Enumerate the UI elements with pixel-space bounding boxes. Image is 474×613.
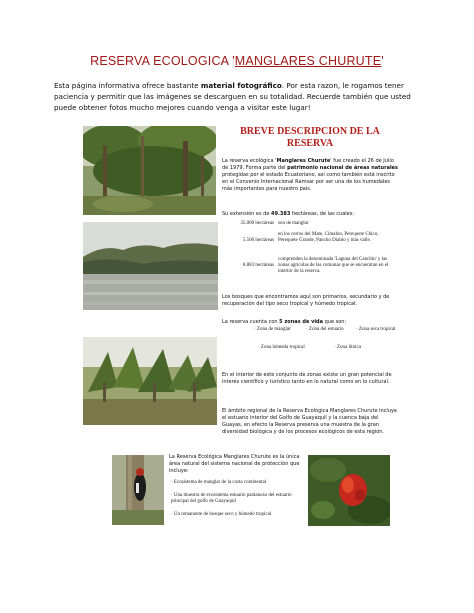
table-cell-amount: 8.883 hectáreas bbox=[242, 263, 274, 268]
reserve-includes-list bbox=[169, 480, 305, 525]
page-title-reserve-name: MANGLARES CHURUTE bbox=[234, 54, 382, 68]
forest-photo bbox=[83, 126, 216, 215]
table-cell-description: en los cerros del Mate, Cimalon, Perequete Chico, Perequete Grande, Pancho Diablo y más valle. bbox=[278, 232, 379, 243]
page-title: RESERVA ECOLOGICA 'MANGLARES CHURUTE' bbox=[90, 54, 384, 68]
banana-plantation-photo bbox=[83, 337, 217, 425]
table-cell-amount: 35.000 hectáreas bbox=[240, 221, 274, 226]
extension-paragraph: Su extensión es de 49.383 hectáreas, de las cuales: bbox=[222, 211, 355, 217]
list-item: · Zona del estuario bbox=[306, 327, 344, 332]
table-cell-amount: 5.500 hectáreas bbox=[242, 238, 274, 243]
woodpecker-photo bbox=[112, 455, 164, 525]
reserve-creation-paragraph: La reserva ecológica 'Manglares Churute' fue creado el 26 de Julio de 1979. Forma parte del patrimonio nacional de áreas naturales protegidas por el estado Ecuatoriano, así como también está inscrito en el Convenio Internacional Ramsar por ser una de los humedales más importantes para nuestro país. bbox=[222, 158, 399, 192]
list-item: · Ecosistema de manglar de la costa continental bbox=[171, 480, 267, 485]
section-title: BREVE DESCRIPCION DE LA RESERVA bbox=[240, 126, 380, 149]
lagoon-photo bbox=[83, 222, 218, 310]
list-item: · Zona seca tropical bbox=[356, 327, 396, 332]
table-row bbox=[226, 232, 396, 252]
table-cell-description: comprenden la denominada 'Laguna del Canclón' y las zonas agrícolas de las comunas que se encuentran en el interior de la reserva. bbox=[278, 257, 389, 274]
extension-table bbox=[226, 221, 396, 283]
intro-paragraph: Esta página informativa ofrece bastante material fotográfico. Por esta razon, le rogamos tener paciencia y permitir que las imágenes se descarguen en su totalidad. Recuerde también que usted puede obtener fotos mucho mejores cuando venga a visitar este lugar! bbox=[54, 81, 411, 112]
list-item: · Zona húmeda tropical bbox=[258, 345, 305, 350]
list-item: · Zona lítnica bbox=[334, 345, 361, 350]
unique-area-paragraph: La Reserva Ecológica Manglares Churute es la única área natural del sistema nacional de protección que incluye: bbox=[169, 454, 300, 474]
table-row bbox=[226, 257, 396, 277]
regional-scope-paragraph: El ámbito regional de la Reserva Ecológica Manglares Churute incluye el estuario interior del Golfo de Guayaquil y la cuenca baja del Guayas, en efecto la Reserva preserva una muestra de la gran diversidad biológica y de los procesos ecológicos de esta región. bbox=[222, 408, 398, 435]
life-zones-list bbox=[236, 327, 400, 355]
table-row bbox=[226, 221, 396, 229]
list-item: · Una muestra de ecosistema estuario pantanoso del estuario principal del golfo de Guayaquil bbox=[171, 493, 292, 505]
list-item: · Zona de manglar bbox=[254, 327, 291, 332]
forests-paragraph: Los bosques que encontramos aquí son primarios, secundario y de recuperación del tipo seco tropical y húmedo tropical. bbox=[222, 294, 390, 307]
life-zones-paragraph: La reserva cuenta con 5 zonas de vida que son: bbox=[222, 319, 347, 325]
table-cell-description: son de manglar bbox=[278, 221, 309, 226]
list-item: · Un remanente de bosque seco y húmedo tropical bbox=[171, 512, 272, 517]
red-flower-photo bbox=[308, 455, 390, 526]
scientific-interest-paragraph: En el interior de este conjunto de zonas existe un gran potencial de interés científico y turístico tanto en lo natural como en lo cultural. bbox=[222, 372, 392, 385]
